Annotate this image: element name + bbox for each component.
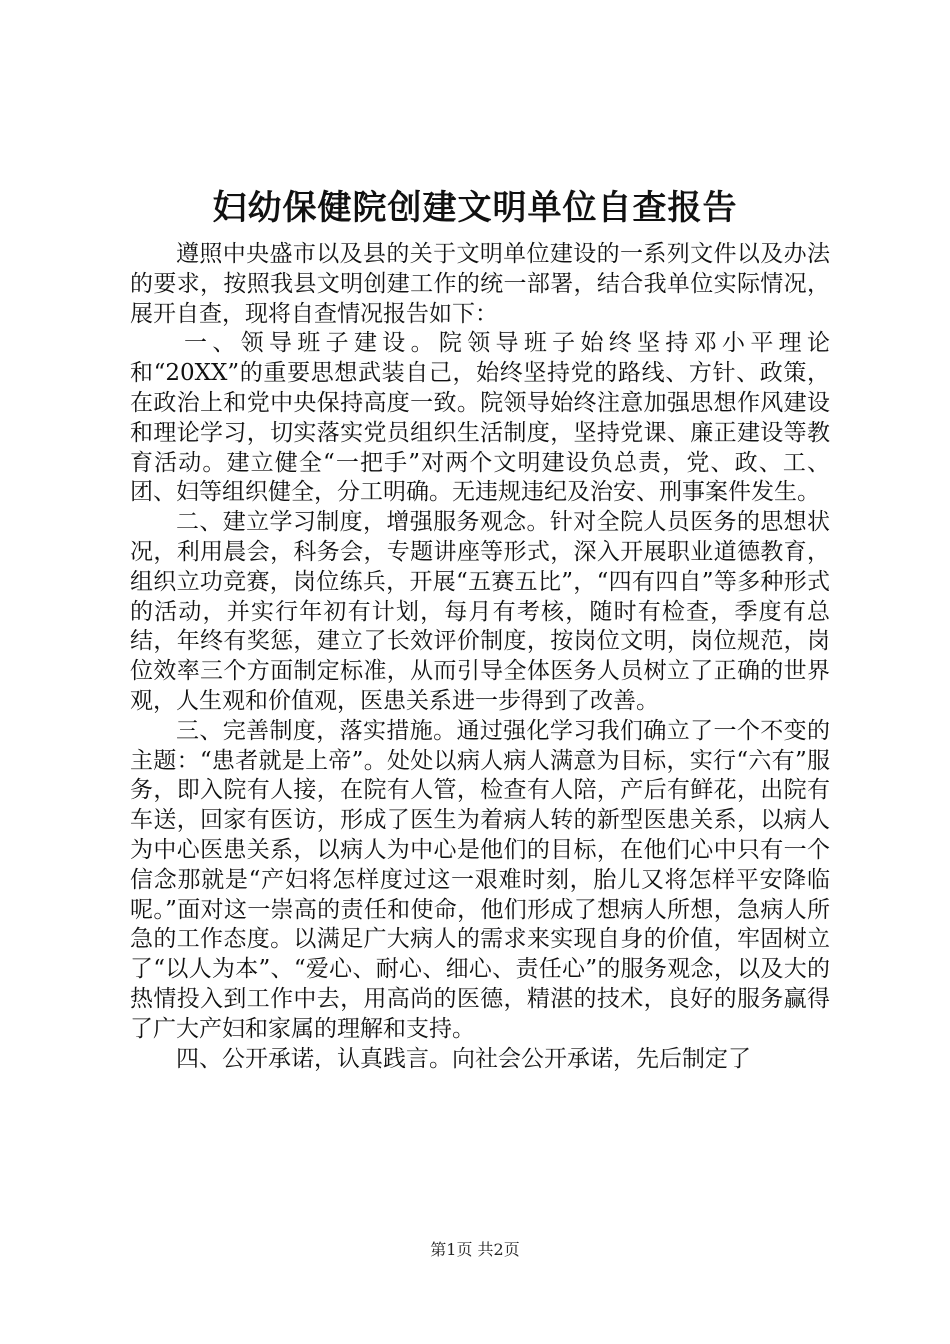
paragraph-section-1: 一、领导班子建设。院领导班子始终坚持邓小平理论和“20XX”的重要思想武装自己，始终坚持党的路线、方针、政策，在政治上和党中央保持高度一致。院领导始终注意加强思想作风建设和理论学习，切实落实党员组织生活制度，坚持党课、廉正建设等教育活动。建立健全“一把手”对两个文明建设负总责，党、政、工、团、妇等组织健全，分工明确。无违规违纪及治安、刑事案件发生。	[130, 330, 830, 506]
paragraph-section-2: 二、建立学习制度，增强服务观念。针对全院人员医务的思想状况，利用晨会，科务会，专题讲座等形式，深入开展职业道德教育，组织立功竞赛，岗位练兵，开展“五赛五比”，“四有四自”等多种形式的活动，并实行年初有计划，每月有考核，随时有检查，季度有总结，年终有奖惩，建立了长效评价制度，按岗位文明，岗位规范，岗位效率三个方面制定标准，从而引导全体医务人员树立了正确的世界观，人生观和价值观，医患关系进一步得到了改善。	[130, 509, 830, 714]
paragraph-intro: 遵照中央盛市以及县的关于文明单位建设的一系列文件以及办法的要求，按照我县文明创建工作的统一部署，结合我单位实际情况，展开自查，现将自查情况报告如下：	[130, 241, 830, 327]
paragraph-section-4: 四、公开承诺，认真践言。向社会公开承诺，先后制定了	[176, 1045, 751, 1072]
paragraph-section-3: 三、完善制度，落实措施。通过强化学习我们确立了一个不变的主题：“患者就是上帝”。处处以病人病人满意为目标，实行“六有”服务，即入院有人接，在院有人管，检查有人陪，产后有鲜花，出院有车送，回家有医访，形成了医生为着病人转的新型医患关系，以病人为中心医患关系，以病人为中心是他们的目标，在他们心中只有一个信念那就是“产妇将怎样度过这一艰难时刻，胎儿又将怎样平安降临呢。”面对这一崇高的责任和使命，他们形成了想病人所想，急病人所急的工作态度。以满足广大病人的需求来实现自身的价值，牢固树立了“以人为本”、“爱心、耐心、细心、责任心”的服务观念，以及大的热情投入到工作中去，用高尚的医德，精湛的技术，良好的服务赢得了广大产妇和家属的理解和支持。	[130, 717, 830, 1042]
page-footer: 第1页 共2页	[430, 1240, 520, 1259]
document-body	[130, 240, 830, 1074]
document-title: 妇幼保健院创建文明单位自查报告	[212, 188, 738, 228]
